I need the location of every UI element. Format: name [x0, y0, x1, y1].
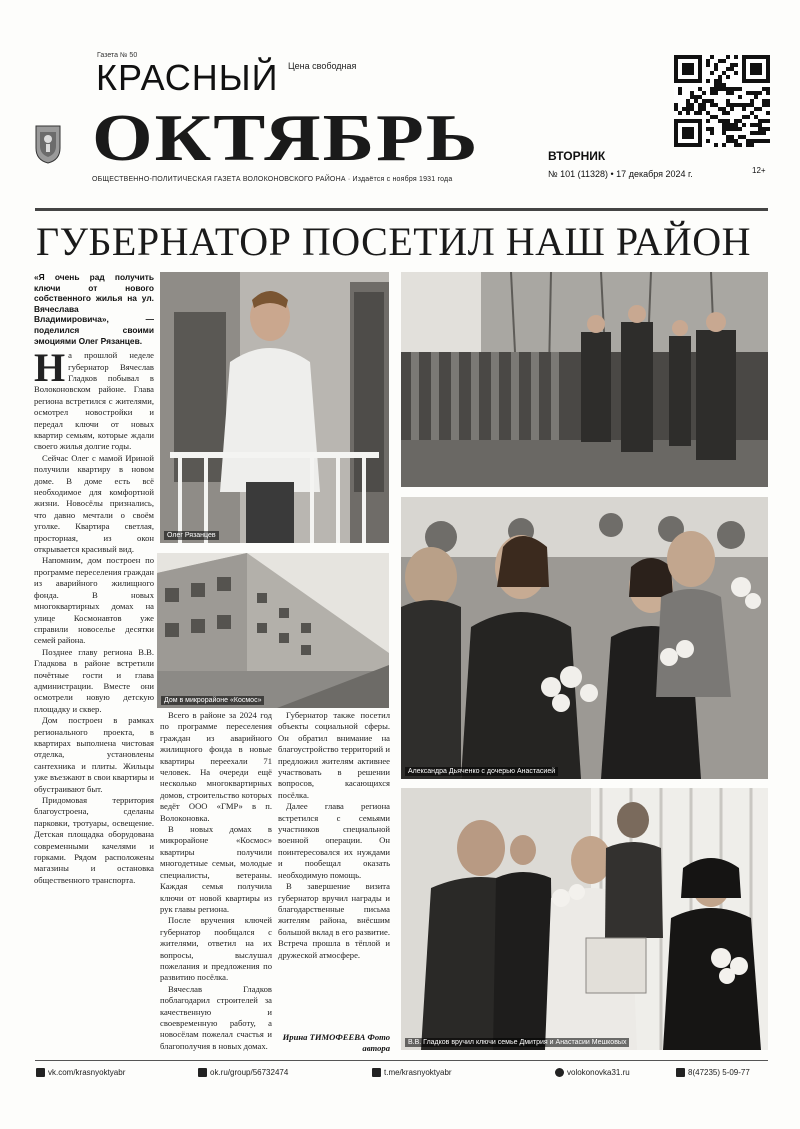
odnoklassniki-icon: [198, 1068, 207, 1077]
lead-quote: «Я очень рад получить ключи от нового собственного жилья на ул. Вячеслава Владимировича», — поделился своими эмоциями Олег Рязанцев.: [34, 272, 154, 346]
article-signature: Ирина ТИМОФЕЕВА Фото автора: [282, 1032, 390, 1053]
footer-vk-text: vk.com/krasnyoktyabr: [48, 1068, 126, 1077]
article-paragraph: Губернатор также посетил объекты социальной сферы. Он обратил внимание на благоустройство территорий и предложил жителям активнее участвовать в решении вопросов, касающихся посёлка.: [278, 710, 390, 800]
masthead-subline: ОБЩЕСТВЕННО-ПОЛИТИЧЕСКАЯ ГАЗЕТА ВОЛОКОНОВСКОГО РАЙОНА · Издаётся с ноября 1931 года: [92, 176, 453, 183]
article-paragraph: Дом построен в рамках регионального проекта, в квартирах выполнена чистовая отделка, установлены сантехника и плиты. Жильцы уже въезжают в свои квартиры и обустраивают быт.: [34, 715, 154, 794]
article-column-1: [34, 272, 154, 1056]
article-paragraph: Придомовая территория благоустроена, сделаны парковки, тротуары, освещение. Детская площадка оборудована современными качелями и горками. Рядом расположены магазины и остановка общественного транспорта.: [34, 795, 154, 885]
article-column-2: [160, 710, 272, 1056]
footer-telegram[interactable]: [372, 1068, 452, 1077]
footer-divider: [35, 1060, 768, 1061]
photo-caption: Олег Рязанцев: [164, 531, 219, 540]
footer-vk[interactable]: [36, 1068, 125, 1077]
photo-caption: В.В. Гладков вручил ключи семье Дмитрия и Анастасии Мешковых: [405, 1038, 629, 1047]
photo-governor-handshake: [401, 788, 768, 1050]
registration-note: Газета № 50: [97, 52, 138, 59]
phone-icon: [676, 1068, 685, 1077]
globe-icon: [555, 1068, 564, 1077]
masthead-divider: [35, 208, 768, 211]
dropcap-letter: Н: [34, 345, 66, 391]
article-paragraph: Далее глава региона встретился с семьями участников специальной военной операции. Он поинтересовался их нуждами и пообещал оказать необходимую помощь.: [278, 801, 390, 880]
photo-young-man-balcony: [160, 272, 389, 543]
photo-new-building: [157, 553, 389, 708]
article-paragraph: После вручения ключей губернатор пообщался с жителями, ответил на их вопросы, выслушал пожелания и предложения по развитию посёлка.: [160, 915, 272, 983]
footer-ok[interactable]: [198, 1068, 288, 1077]
footer-web-text: volokonovka31.ru: [567, 1068, 630, 1077]
coat-of-arms-icon: [35, 124, 61, 164]
age-rating: 12+: [752, 166, 766, 175]
price-label: Цена свободная: [288, 61, 357, 71]
weekday-label: ВТОРНИК: [548, 149, 606, 163]
article-paragraph: Сейчас Олег с мамой Ириной получили квартиру в новом доме. В доме есть всё необходимое для комфортной жизни. Новосёлы признались, что давно мечтали о своём уголке. Квартира светлая, просторная, из окон открывается красивый вид.: [34, 452, 154, 555]
footer-telegram-text: t.me/krasnyoktyabr: [384, 1068, 452, 1077]
article-paragraph: а прошлой неделе губернатор Вячеслав Гладков побывал в Волоконовском районе. Глава региона встретился с жителями, осмотрел новостройки и передал ключи от новых квартир семьям, которые ждали своего жилья долгие годы.: [34, 350, 154, 452]
issue-number-date: № 101 (11328) • 17 декабря 2024 г.: [548, 169, 693, 179]
footer-website[interactable]: [555, 1068, 630, 1077]
footer-phone[interactable]: [676, 1068, 750, 1077]
article-paragraph: В завершение визита губернатор вручил награды и благодарственные письма жителям района, внёсшим большой вклад в его развитие. Встреча прошла в тёплой и дружеской атмосфере.: [278, 881, 390, 960]
qr-code-icon: [674, 55, 770, 147]
masthead-title-top: КРАСНЫЙ: [96, 57, 279, 98]
photo-governor-street: [401, 272, 768, 487]
article-paragraph: Всего в районе за 2024 год по программе переселения граждан из аварийного жилищного фонда в новые квартиры переехали 71 человек. На очереди ещё несколько многоквартирных домов, строительство которых ведёт ООО «ГМР» в п. Волоконовка.: [160, 710, 272, 823]
page-headline: ГУБЕРНАТОР ПОСЕТИЛ НАШ РАЙОН: [36, 219, 752, 264]
article-paragraph: В новых домах в микрорайоне «Космос» квартиры получили многодетные семьи, молодые специалисты, ветераны. Каждая семья получила ключи от новой квартиры из рук главы региона.: [160, 824, 272, 914]
article-paragraph: Позднее главу региона В.В. Гладкова в районе встретили почётные гости и глава администрации. Вместе они осмотрели новую детскую площадку и сквер.: [34, 646, 154, 714]
article-paragraph: Напомним, дом построен по программе переселения граждан из аварийного жилищного фонда. В новых многоквартирных домах на улице Космонавтов уже справили новоселье десятки семей района.: [34, 555, 154, 646]
footer-ok-text: ok.ru/group/56732474: [210, 1068, 289, 1077]
photo-caption: Дом в микрорайоне «Космос»: [161, 696, 264, 705]
vk-icon: [36, 1068, 45, 1077]
telegram-icon: [372, 1068, 381, 1077]
footer-phone-text: 8(47235) 5-09-77: [688, 1068, 750, 1077]
photo-families-flowers: [401, 497, 768, 779]
article-column-3: [278, 710, 390, 1032]
masthead-title-main: ОКТЯБРЬ: [92, 99, 480, 175]
article-paragraph: Вячеслав Гладков поблагодарил строителей за качественную и своевременную работу, а новосёлам пожелал счастья и благополучия в новых домах.: [160, 983, 272, 1051]
photo-caption: Александра Дьяченко с дочерью Анастасией: [405, 767, 558, 776]
